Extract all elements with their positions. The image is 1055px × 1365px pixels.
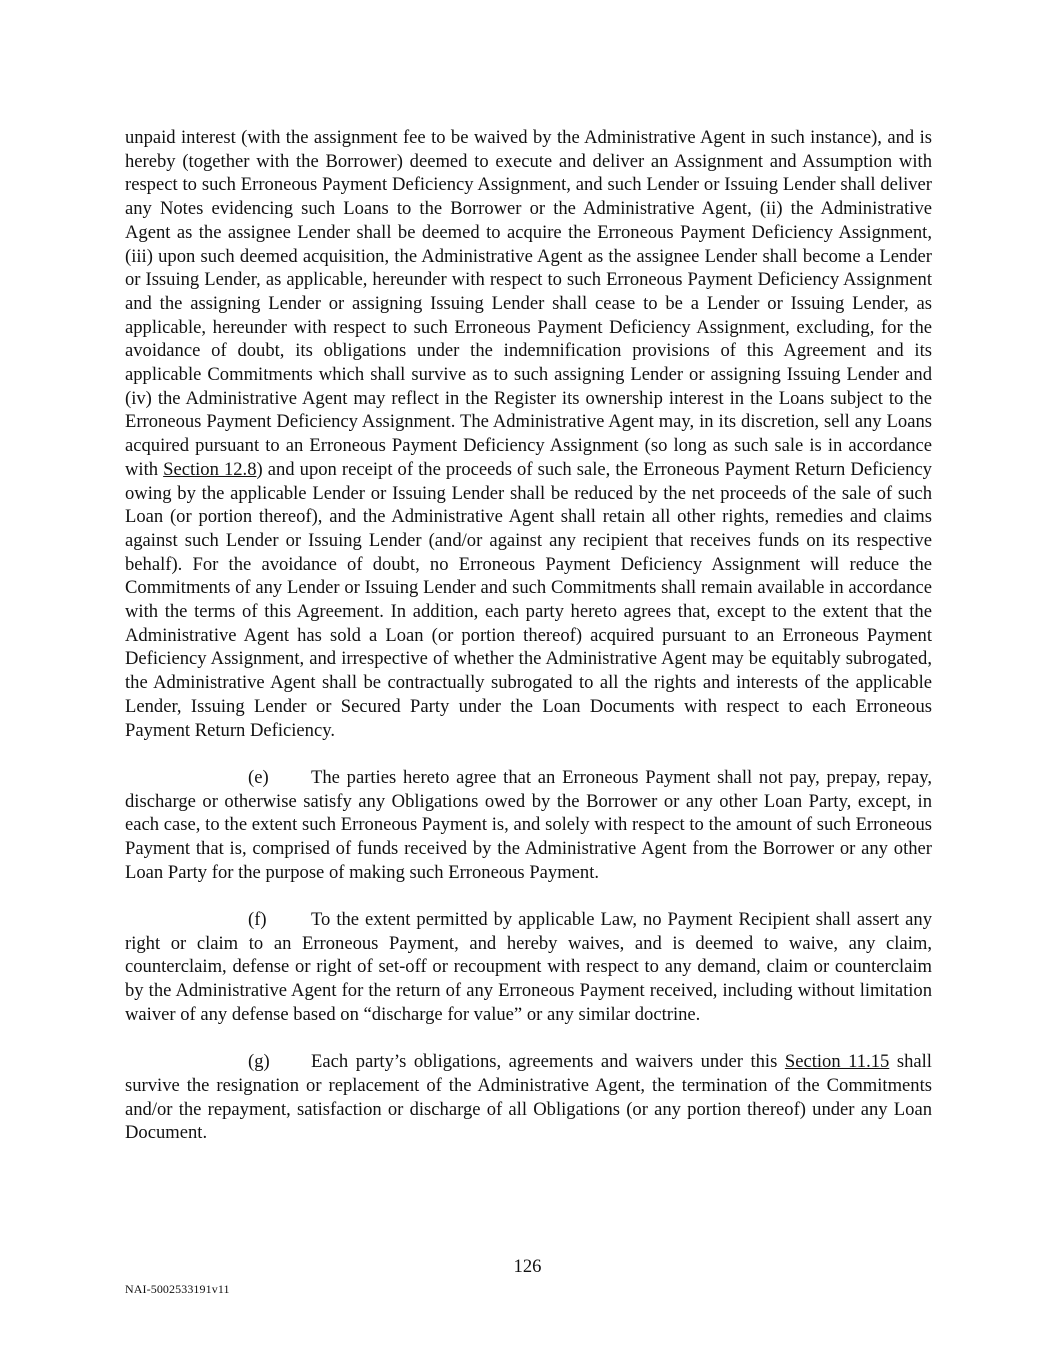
paragraph-e-label: (e) [248, 766, 269, 788]
document-id: NAI-5002533191v11 [125, 1282, 230, 1296]
continuation-text-1: unpaid interest (with the assignment fee to be waived by the Administrative Agent in such instance), and is hereby (together with the Borrower) deemed to execute and deliver an Assignment and Assumption with respect to such Erroneous Payment Deficiency Assignment, and such Lender or Issuing Lender shall deliver any Notes evidencing such Loans to the Borrower or the Administrative Agent, (ii) the Administrative Agent as the assignee Lender shall be deemed to acquire the Erroneous Payment Deficiency Assignment, (iii) upon such deemed acquisition, the Administrative Agent as the assignee Lender shall become a Lender or Issuing Lender, as applicable, hereunder with respect to such Erroneous Payment Deficiency Assignment and the assigning Lender or assigning Issuing Lender shall cease to be a Lender or Issuing Lender, as applicable, hereunder with respect to such Erroneous Payment Deficiency Assignment, excluding, for the avoidance of doubt, its obligations under the indemnification provisions of this Agreement and its applicable Commitments which shall survive as to such assigning Lender or assigning Issuing Lender and (iv) the Administrative Agent may reflect in the Register its ownership interest in the Loans subject to the Erroneous Payment Deficiency Assignment. The Administrative Agent may, in its discretion, sell any Loans acquired pursuant to an Erroneous Payment Deficiency Assignment (so long as such sale is in accordance with [125, 127, 932, 480]
paragraph-f [125, 908, 932, 1027]
page-number: 126 [513, 1256, 542, 1277]
document-body [125, 126, 932, 1145]
paragraph-e-text: The parties hereto agree that an Erroneous Payment shall not pay, prepay, repay, discharge or otherwise satisfy any Obligations owed by the Borrower or any other Loan Party, except, in each case, to the extent such Erroneous Payment is, and solely with respect to the amount of such Erroneous Payment that is, comprised of funds received by the Administrative Agent from the Borrower or any other Loan Party for the purpose of making such Erroneous Payment. [125, 766, 932, 883]
paragraph-f-label: (f) [248, 908, 267, 930]
continuation-paragraph [125, 126, 932, 742]
paragraph-g-text-2: shall survive the resignation or replacement of the Administrative Agent, the termination of the Commitments and/or the repayment, satisfaction or discharge of all Obligations (or any portion thereof) under any Loan Document. [125, 1051, 932, 1144]
paragraph-g-label: (g) [248, 1051, 270, 1073]
continuation-text-2: ) and upon receipt of the proceeds of such sale, the Erroneous Payment Return Deficiency owing by the applicable Lender or Issuing Lender shall be reduced by the net proceeds of the sale of such Loan (or portion thereof), and the Administrative Agent shall retain all other rights, remedies and claims against such Lender or Issuing Lender (and/or against any recipient that receives funds on its respective behalf). For the avoidance of doubt, no Erroneous Payment Deficiency Assignment will reduce the Commitments of any Lender or Issuing Lender and such Commitments shall remain available in accordance with the terms of this Agreement. In addition, each party hereto agrees that, except to the extent that the Administrative Agent has sold a Loan (or portion thereof) acquired pursuant to an Erroneous Payment Deficiency Assignment, and irrespective of whether the Administrative Agent may be equitably subrogated, the Administrative Agent shall be contractually subrogated to all the rights and interests of the applicable Lender, Issuing Lender or Secured Party under the Loan Documents with respect to each Erroneous Payment Return Deficiency. [125, 458, 932, 741]
paragraph-e [125, 766, 932, 885]
section-11-15-reference: Section 11.15 [784, 1051, 890, 1073]
section-12-8-reference: Section 12.8 [163, 458, 257, 480]
paragraph-g [125, 1050, 932, 1145]
paragraph-f-text: To the extent permitted by applicable Law, no Payment Recipient shall assert any right or claim to an Erroneous Payment, and hereby waives, and is deemed to waive, any claim, counterclaim, defense or right of set-off or recoupment with respect to any demand, claim or counterclaim by the Administrative Agent for the return of any Erroneous Payment received, including without limitation waiver of any defense based on “discharge for value” or any similar doctrine. [125, 908, 932, 1025]
paragraph-g-text-1: Each party’s obligations, agreements and waivers under this [311, 1051, 785, 1073]
